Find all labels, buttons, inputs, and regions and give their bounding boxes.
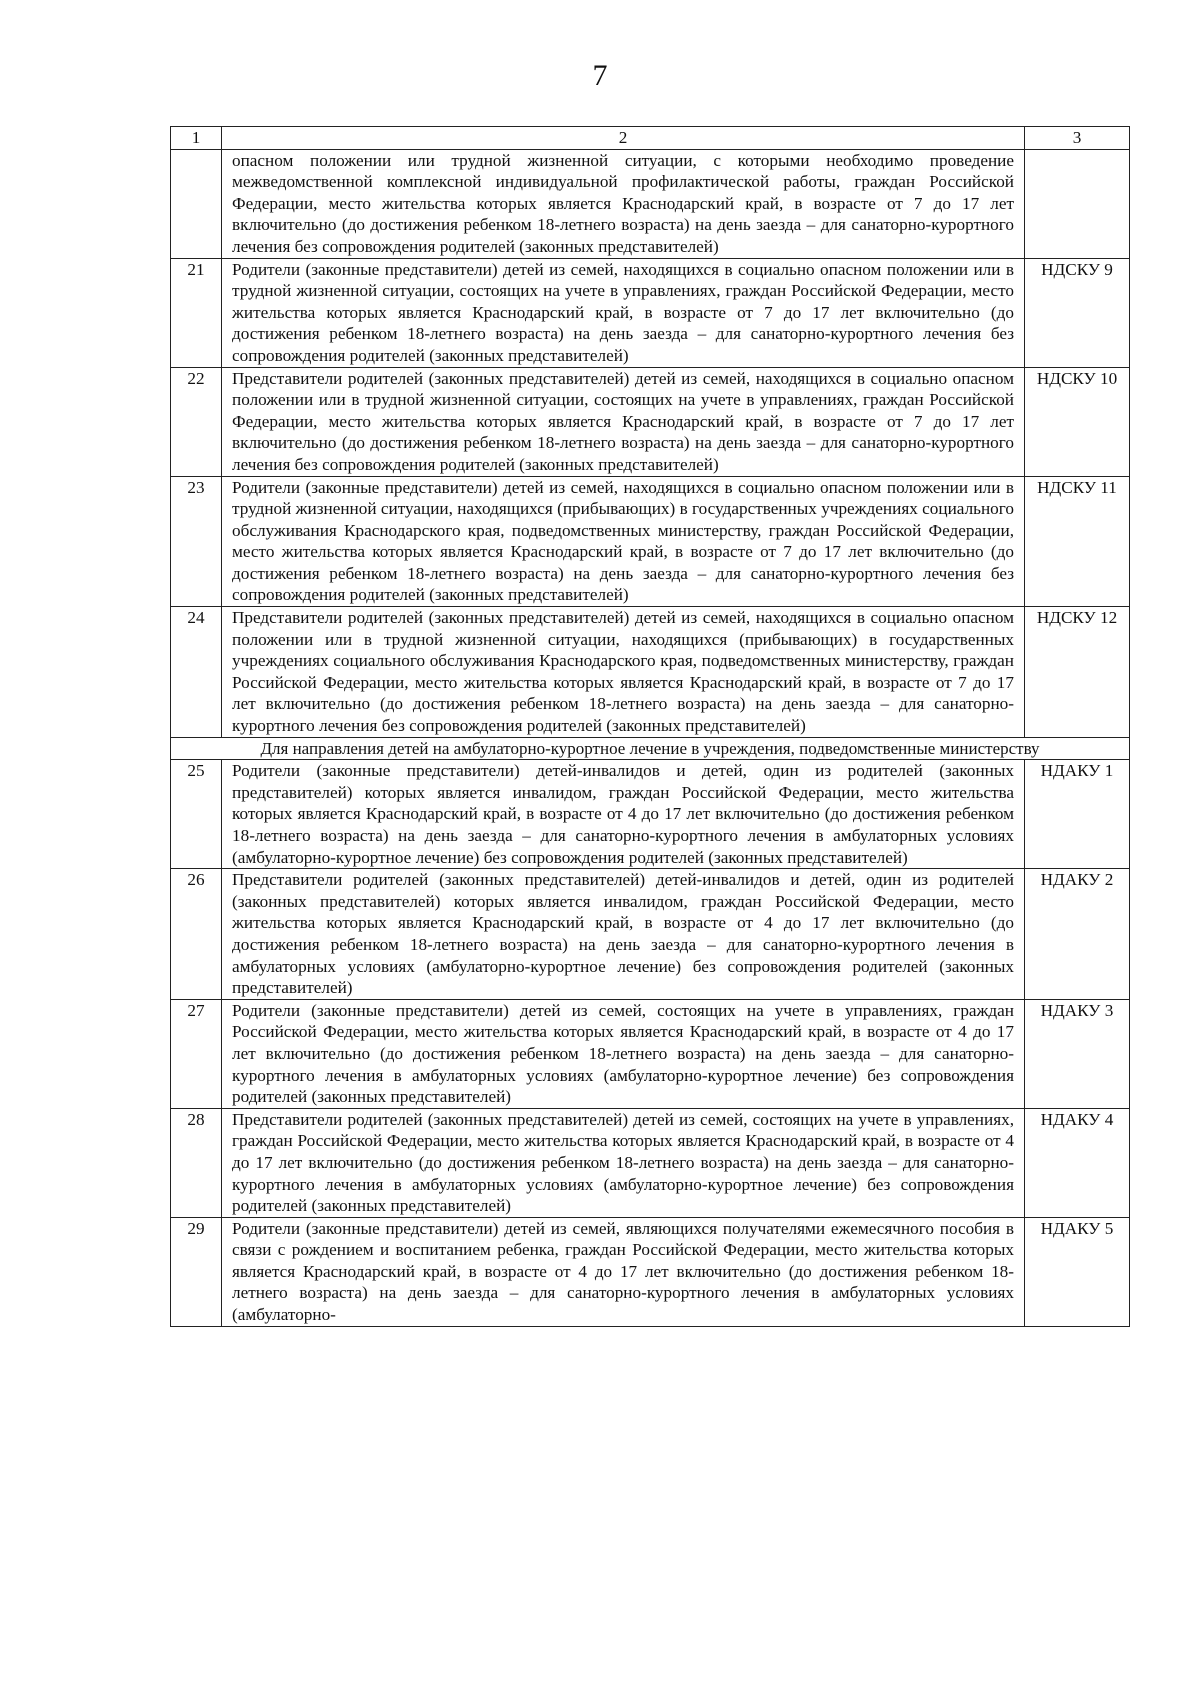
row-number: 27 <box>171 999 222 1108</box>
row-code: НДАКУ 2 <box>1025 869 1130 1000</box>
row-code: НДСКУ 10 <box>1025 367 1130 476</box>
row-number: 29 <box>171 1217 222 1326</box>
table-header-row <box>171 127 1130 150</box>
row-number: 21 <box>171 258 222 367</box>
row-description: Представители родителей (законных представителей) детей из семей, находящихся в социально опасном положении или в трудной жизненной ситуации, состоящих на учете в управлениях, граждан Российской Федерации, место жительства которых является Краснодарский край, в возрасте от 7 до 17 лет включительно (до достижения ребенком 18-летнего возраста) на день заезда – для санаторно-курортного лечения без сопровождения родителей (законных представителей) <box>222 367 1025 476</box>
table-row <box>171 1217 1130 1326</box>
row-description: Представители родителей (законных представителей) детей из семей, находящихся в социально опасном положении или в трудной жизненной ситуации, находящихся (прибывающих) в государственных учреждениях социального обслуживания Краснодарского края, подведомственных министерству, граждан Российской Федерации, место жительства которых является Краснодарский край, в возрасте от 7 до 17 лет включительно (до достижения ребенком 18-летнего возраста) на день заезда – для санаторно-курортного лечения без сопровождения родителей (законных представителей) <box>222 607 1025 738</box>
row-description: Родители (законные представители) детей-инвалидов и детей, один из родителей (законных представителей) которых является инвалидом, граждан Российской Федерации, место жительства которых является Краснодарский край, в возрасте от 4 до 17 лет включительно (до достижения ребенком 18-летнего возраста) на день заезда – для санаторно-курортного лечения в амбулаторных условиях (амбулаторно-курортное лечение) без сопровождения родителей (законных представителей) <box>222 760 1025 869</box>
row-description: Родители (законные представители) детей из семей, являющихся получателями ежемесячного пособия в связи с рождением и воспитанием ребенка, граждан Российской Федерации, место жительства которых является Краснодарский край, в возрасте от 4 до 17 лет включительно (до достижения ребенком 18-летнего возраста) на день заезда – для санаторно-курортного лечения в амбулаторных условиях (амбулаторно- <box>222 1217 1025 1326</box>
table-row <box>171 869 1130 1000</box>
row-description: опасном положении или трудной жизненной ситуации, с которыми необходимо проведение межведомственной комплексной индивидуальной профилактической работы, граждан Российской Федерации, место жительства которых является Краснодарский край, в возрасте от 7 до 17 лет включительно (до достижения ребенком 18-летнего возраста) на день заезда – для санаторно-курортного лечения без сопровождения родителей (законных представителей) <box>222 149 1025 258</box>
table-row <box>171 149 1130 258</box>
table-row <box>171 1108 1130 1217</box>
row-description: Представители родителей (законных представителей) детей-инвалидов и детей, один из родителей (законных представителей) которых является инвалидом, граждан Российской Федерации, место жительства которых является Краснодарский край, в возрасте от 4 до 17 лет включительно (до достижения ребенком 18-летнего возраста) на день заезда – для санаторно-курортного лечения в амбулаторных условиях (амбулаторно-курортное лечение) без сопровождения родителей (законных представителей) <box>222 869 1025 1000</box>
table-row <box>171 607 1130 738</box>
table-row <box>171 258 1130 367</box>
row-code <box>1025 149 1130 258</box>
row-number: 22 <box>171 367 222 476</box>
section-heading-row <box>171 737 1130 760</box>
benefit-table <box>170 126 1130 1327</box>
table-row <box>171 760 1130 869</box>
row-code: НДСКУ 9 <box>1025 258 1130 367</box>
row-number: 28 <box>171 1108 222 1217</box>
row-code: НДАКУ 3 <box>1025 999 1130 1108</box>
row-code: НДСКУ 11 <box>1025 476 1130 607</box>
row-code: НДСКУ 12 <box>1025 607 1130 738</box>
row-number: 26 <box>171 869 222 1000</box>
header-col-2: 2 <box>222 127 1025 150</box>
table-row <box>171 999 1130 1108</box>
row-description: Родители (законные представители) детей из семей, состоящих на учете в управлениях, граждан Российской Федерации, место жительства которых является Краснодарский край, в возрасте от 4 до 17 лет включительно (до достижения ребенком 18-летнего возраста) на день заезда – для санаторно-курортного лечения в амбулаторных условиях (амбулаторно-курортное лечение) без сопровождения родителей (законных представителей) <box>222 999 1025 1108</box>
row-number: 25 <box>171 760 222 869</box>
row-number: 23 <box>171 476 222 607</box>
page-number: 7 <box>592 59 608 92</box>
row-number <box>171 149 222 258</box>
table-row <box>171 367 1130 476</box>
section-heading: Для направления детей на амбулаторно-курортное лечение в учреждения, подведомственные министерству <box>171 737 1130 760</box>
row-code: НДАКУ 1 <box>1025 760 1130 869</box>
row-number: 24 <box>171 607 222 738</box>
row-code: НДАКУ 4 <box>1025 1108 1130 1217</box>
header-col-1: 1 <box>171 127 222 150</box>
header-col-3: 3 <box>1025 127 1130 150</box>
table-row <box>171 476 1130 607</box>
row-description: Родители (законные представители) детей из семей, находящихся в социально опасном положении или в трудной жизненной ситуации, состоящих на учете в управлениях, граждан Российской Федерации, место жительства которых является Краснодарский край, в возрасте от 7 до 17 лет включительно (до достижения ребенком 18-летнего возраста) на день заезда – для санаторно-курортного лечения без сопровождения родителей (законных представителей) <box>222 258 1025 367</box>
row-description: Представители родителей (законных представителей) детей из семей, состоящих на учете в управлениях, граждан Российской Федерации, место жительства которых является Краснодарский край, в возрасте от 4 до 17 лет включительно (до достижения ребенком 18-летнего возраста) на день заезда – для санаторно-курортного лечения в амбулаторных условиях (амбулаторно-курортное лечение) без сопровождения родителей (законных представителей) <box>222 1108 1025 1217</box>
row-description: Родители (законные представители) детей из семей, находящихся в социально опасном положении или в трудной жизненной ситуации, находящихся (прибывающих) в государственных учреждениях социального обслуживания Краснодарского края, подведомственных министерству, граждан Российской Федерации, место жительства которых является Краснодарский край, в возрасте от 7 до 17 лет включительно (до достижения ребенком 18-летнего возраста) на день заезда – для санаторно-курортного лечения без сопровождения родителей (законных представителей) <box>222 476 1025 607</box>
row-code: НДАКУ 5 <box>1025 1217 1130 1326</box>
